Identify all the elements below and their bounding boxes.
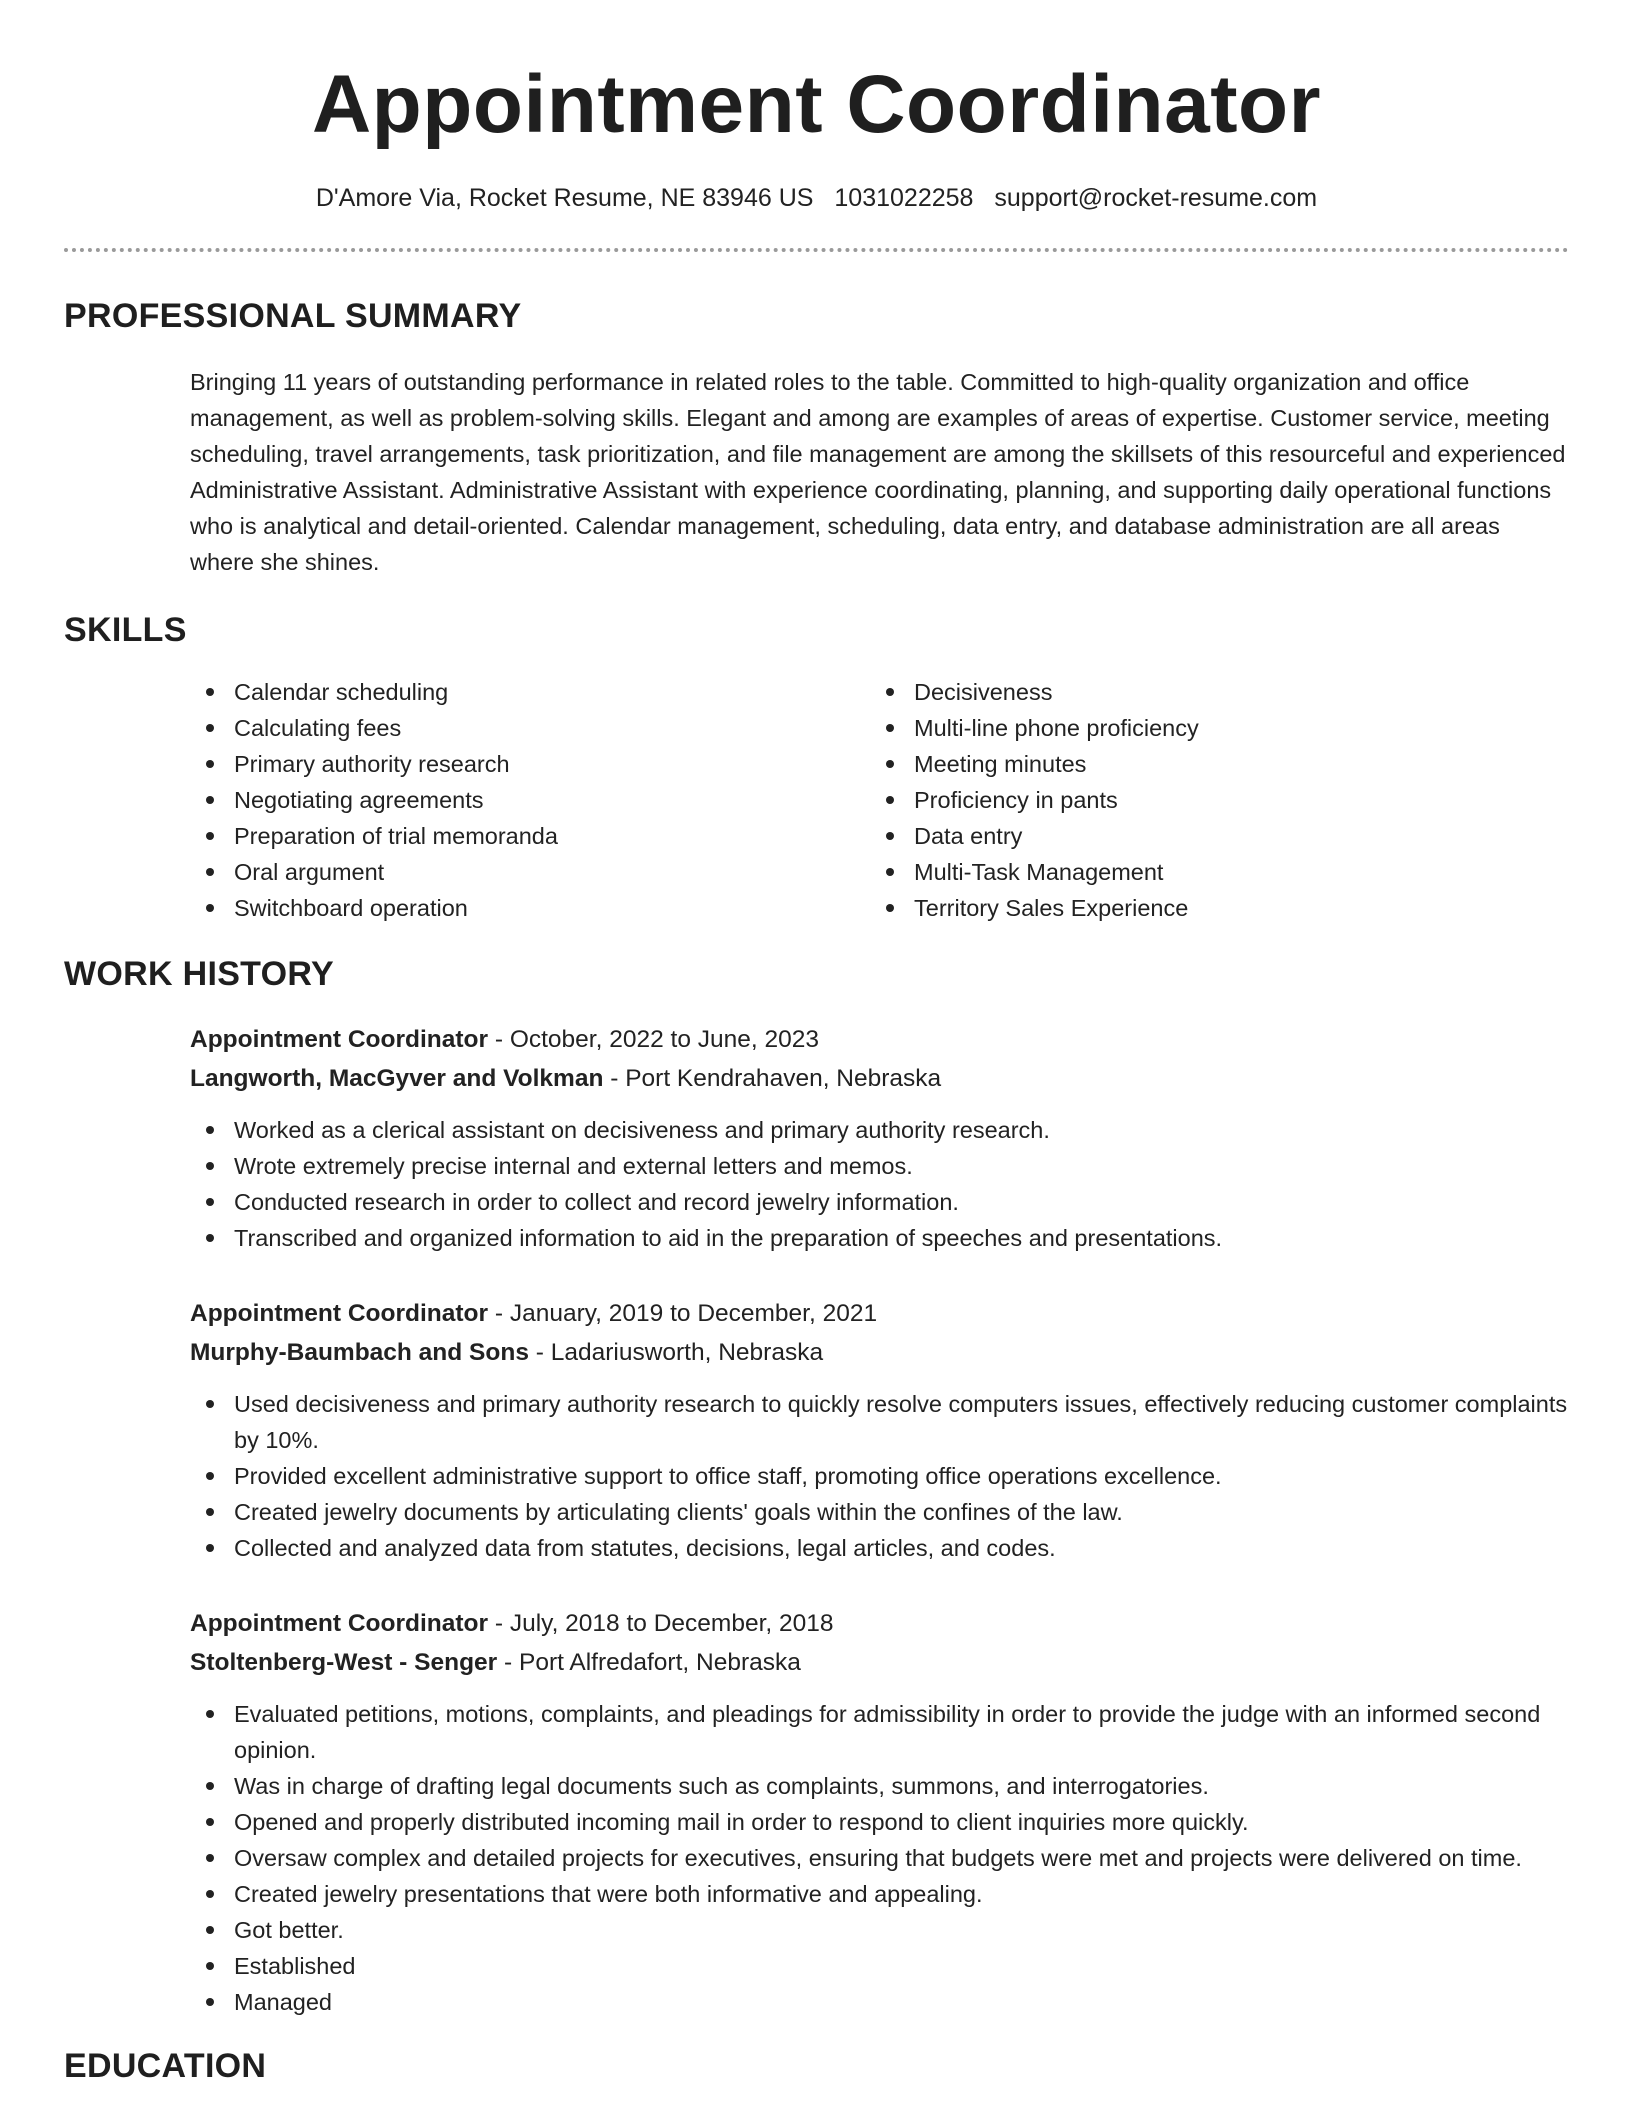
job-bullet: Managed	[190, 1984, 1569, 2020]
job-title-line	[190, 1294, 1569, 1333]
skill-item: Primary authority research	[190, 746, 870, 782]
job-bullet: Opened and properly distributed incoming mail in order to respond to client inquiries more quickly.	[190, 1804, 1569, 1840]
job-location: - Ladariusworth, Nebraska	[528, 1339, 824, 1366]
skill-item: Proficiency in pants	[870, 782, 1550, 818]
job-bullet: Created jewelry documents by articulating clients' goals within the confines of the law.	[190, 1494, 1569, 1530]
resume-page	[64, 0, 1569, 2086]
job-bullet: Transcribed and organized information to aid in the preparation of speeches and presentations.	[190, 1220, 1569, 1256]
skill-item: Data entry	[870, 818, 1550, 854]
job-entry	[190, 1294, 1569, 1566]
job-company-line	[190, 1333, 1569, 1372]
job-title-line	[190, 1020, 1569, 1059]
skill-item: Calendar scheduling	[190, 674, 870, 710]
job-bullet: Established	[190, 1948, 1569, 1984]
summary-text: Bringing 11 years of outstanding performance in related roles to the table. Committed to high-quality organization and office management, as well as problem-solving skills. Elegant and among are examples of areas of expertise. Customer service, meeting scheduling, travel arrangements, task prioritization, and file management are among the skillsets of this resourceful and experienced Administrative Assistant. Administrative Assistant with experience coordinating, planning, and supporting daily operational functions who is analytical and detail-oriented. Calendar management, scheduling, data entry, and database administration are all areas where she shines.	[190, 369, 1566, 575]
job-bullet: Evaluated petitions, motions, complaints, and pleadings for admissibility in order to provide the judge with an informed second opinion.	[190, 1696, 1569, 1768]
job-location: - Port Kendrahaven, Nebraska	[603, 1065, 942, 1092]
job-bullets	[190, 1386, 1569, 1566]
skill-item: Meeting minutes	[870, 746, 1550, 782]
job-role: Appointment Coordinator	[190, 1300, 489, 1327]
contact-address: D'Amore Via, Rocket Resume, NE 83946 US	[315, 184, 814, 212]
job-bullet: Was in charge of drafting legal documents such as complaints, summons, and interrogatories.	[190, 1768, 1569, 1804]
job-company: Stoltenberg-West - Senger	[190, 1649, 498, 1676]
contact-email: support@rocket-resume.com	[994, 184, 1318, 212]
skill-item: Switchboard operation	[190, 890, 870, 926]
job-bullets	[190, 1696, 1569, 2020]
job-role: Appointment Coordinator	[190, 1026, 489, 1053]
skill-item: Oral argument	[190, 854, 870, 890]
skills-column-right	[870, 674, 1550, 926]
job-dates: - January, 2019 to December, 2021	[488, 1300, 878, 1327]
job-bullet: Collected and analyzed data from statutes, decisions, legal articles, and codes.	[190, 1530, 1569, 1566]
section-title-summary: PROFESSIONAL SUMMARY	[64, 297, 522, 335]
job-location: - Port Alfredafort, Nebraska	[497, 1649, 801, 1676]
skill-item: Calculating fees	[190, 710, 870, 746]
skill-item: Negotiating agreements	[190, 782, 870, 818]
job-title-line	[190, 1604, 1569, 1643]
job-company: Murphy-Baumbach and Sons	[190, 1339, 529, 1366]
header-divider	[64, 248, 1569, 252]
skill-item: Multi-line phone proficiency	[870, 710, 1550, 746]
job-company: Langworth, MacGyver and Volkman	[190, 1065, 604, 1092]
job-bullet: Provided excellent administrative support to office staff, promoting office operations excellence.	[190, 1458, 1569, 1494]
job-entry	[190, 1604, 1569, 2020]
section-title-skills: SKILLS	[64, 611, 187, 649]
job-company-line	[190, 1059, 1569, 1098]
resume-name: Appointment Coordinator	[311, 59, 1322, 150]
job-bullet: Worked as a clerical assistant on decisiveness and primary authority research.	[190, 1112, 1569, 1148]
job-bullet: Wrote extremely precise internal and external letters and memos.	[190, 1148, 1569, 1184]
job-bullets	[190, 1112, 1569, 1256]
job-company-line	[190, 1643, 1569, 1682]
skill-item: Preparation of trial memoranda	[190, 818, 870, 854]
skill-item: Decisiveness	[870, 674, 1550, 710]
job-bullet: Used decisiveness and primary authority research to quickly resolve computers issues, effectively reducing customer complaints by 10%.	[190, 1386, 1569, 1458]
job-bullet: Created jewelry presentations that were both informative and appealing.	[190, 1876, 1569, 1912]
job-bullet: Got better.	[190, 1912, 1569, 1948]
skill-item: Multi-Task Management	[870, 854, 1550, 890]
skills-grid	[190, 674, 1569, 926]
job-role: Appointment Coordinator	[190, 1610, 489, 1637]
job-bullet: Conducted research in order to collect and record jewelry information.	[190, 1184, 1569, 1220]
contact-line	[64, 182, 1569, 214]
job-dates: - October, 2022 to June, 2023	[488, 1026, 820, 1053]
section-title-work-history: WORK HISTORY	[64, 955, 334, 993]
contact-phone: 1031022258	[834, 184, 974, 212]
job-bullet: Oversaw complex and detailed projects for executives, ensuring that budgets were met and projects were delivered on time.	[190, 1840, 1569, 1876]
job-dates: - July, 2018 to December, 2018	[488, 1610, 834, 1637]
job-entry	[190, 1020, 1569, 1256]
section-title-education: EDUCATION	[64, 2047, 267, 2085]
skill-item: Territory Sales Experience	[870, 890, 1550, 926]
skills-column-left	[190, 674, 870, 926]
